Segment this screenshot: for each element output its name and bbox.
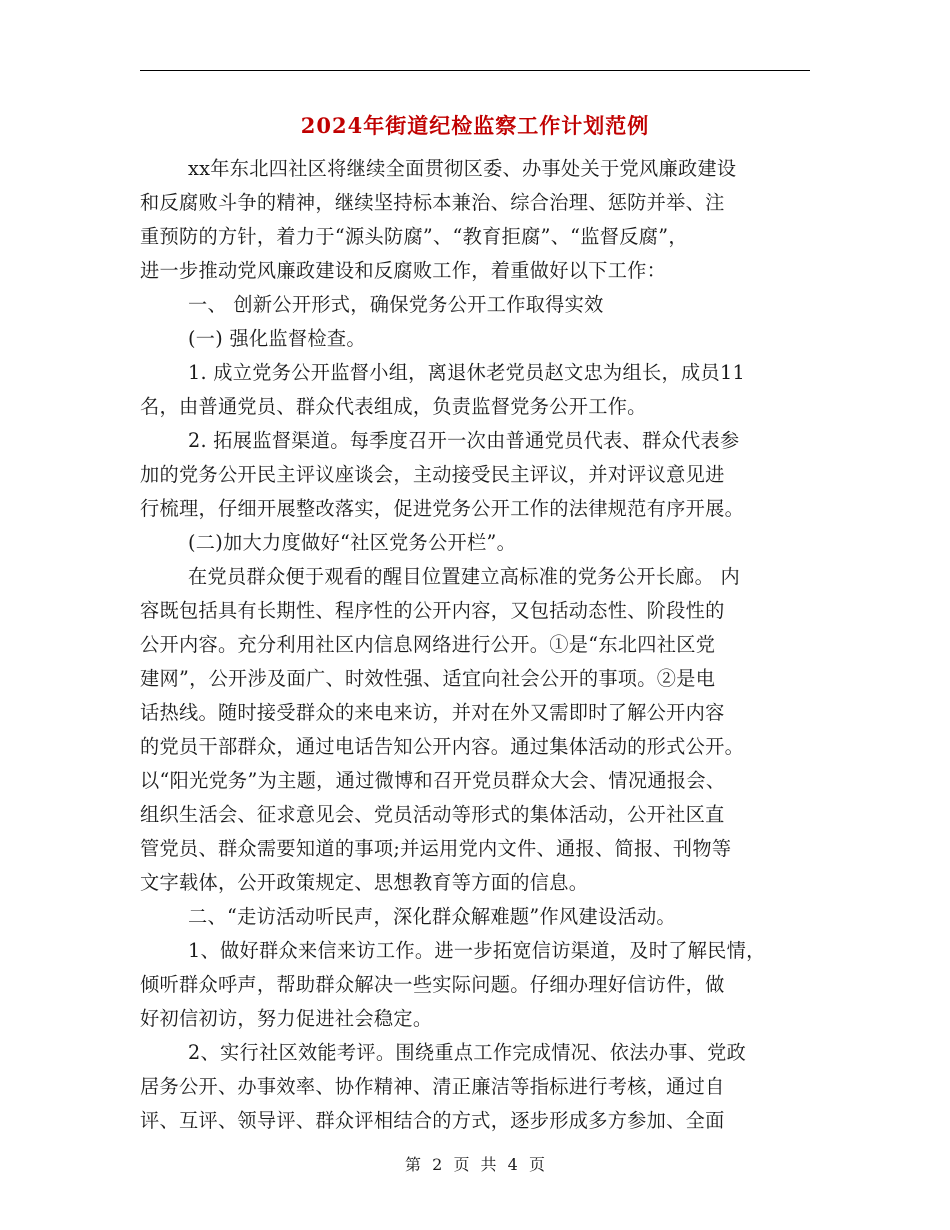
page-footer bbox=[140, 1150, 810, 1180]
subsection-heading: (二)加大力度做好“社区党务公开栏”。 bbox=[188, 531, 517, 554]
paragraph-line: 1. 成立党务公开监督小组，离退休老党员赵文忠为组长，成员11 bbox=[188, 361, 745, 384]
paragraph-line: 话热线。随时接受群众的来电来访，并对在外又需即时了解公开内容 bbox=[140, 701, 725, 724]
footer-page-total: 4 bbox=[507, 1155, 518, 1174]
paragraph-line: 2. 拓展监督渠道。每季度召开一次由普通党员代表、群众代表参 bbox=[188, 429, 740, 452]
paragraph-line: 居务公开、办事效率、协作精神、清正廉洁等指标进行考核，通过自 bbox=[140, 1075, 725, 1098]
paragraph-line: 在党员群众便于观看的醒目位置建立高标准的党务公开长廊。 内 bbox=[188, 565, 741, 588]
paragraph-line: 加的党务公开民主评议座谈会，主动接受民主评议，并对评议意见进 bbox=[140, 463, 725, 486]
header-rule bbox=[140, 70, 810, 71]
paragraph-line: 公开内容。充分利用社区内信息网络进行公开。①是“东北四社区党 bbox=[140, 633, 716, 656]
document-title: 2024年街道纪检监察工作计划范例 bbox=[300, 113, 650, 138]
paragraph-line: 以“阳光党务”为主题，通过微博和召开党员群众大会、情况通报会、 bbox=[140, 769, 726, 792]
paragraph-line: 1、做好群众来信来访工作。进一步拓宽信访渠道，及时了解民情， bbox=[188, 939, 766, 962]
paragraph-line: 行梳理，仔细开展整改落实，促进党务公开工作的法律规范有序开展。 bbox=[140, 497, 745, 520]
footer-label-ye: 页 bbox=[453, 1155, 470, 1174]
subsection-heading: (一) 强化监督检查。 bbox=[188, 327, 366, 350]
footer-label-ye2: 页 bbox=[528, 1155, 545, 1174]
paragraph-line: xx年东北四社区将继续全面贯彻区委、办事处关于党风廉政建设 bbox=[188, 157, 737, 180]
section-heading: 一、 创新公开形式，确保党务公开工作取得实效 bbox=[188, 293, 604, 316]
footer-label-di: 第 bbox=[405, 1155, 422, 1174]
paragraph-line: 组织生活会、征求意见会、党员活动等形式的集体活动，公开社区直 bbox=[140, 803, 725, 826]
paragraph-line: 进一步推动党风廉政建设和反腐败工作，着重做好以下工作： bbox=[140, 259, 667, 282]
paragraph-line: 名，由普通党员、群众代表组成，负责监督党务公开工作。 bbox=[140, 395, 647, 418]
paragraph-line: 管党员、群众需要知道的事项;并运用党内文件、通报、简报、刊物等 bbox=[140, 837, 732, 860]
paragraph-line: 文字载体，公开政策规定、思想教育等方面的信息。 bbox=[140, 871, 589, 894]
paragraph-line: 的党员干部群众，通过电话告知公开内容。通过集体活动的形式公开。 bbox=[140, 735, 745, 758]
paragraph-line: 重预防的方针，着力于“源头防腐”、“教育拒腐”、“监督反腐”， bbox=[140, 225, 688, 248]
paragraph-line: 倾听群众呼声，帮助群众解决一些实际问题。仔细办理好信访件，做 bbox=[140, 973, 725, 996]
paragraph-line: 建网”，公开涉及面广、时效性强、适宜向社会公开的事项。②是电 bbox=[140, 667, 716, 690]
footer-label-gong: 共 bbox=[480, 1155, 497, 1174]
section-heading: 二、“走访活动听民声，深化群众解难题”作风建设活动。 bbox=[188, 905, 676, 928]
paragraph-line: 和反腐败斗争的精神，继续坚持标本兼治、综合治理、惩防并举、注 bbox=[140, 191, 725, 214]
paragraph-line: 评、互评、领导评、群众评相结合的方式，逐步形成多方参加、全面 bbox=[140, 1109, 725, 1132]
footer-page-current: 2 bbox=[432, 1155, 443, 1174]
paragraph-line: 2、实行社区效能考评。围绕重点工作完成情况、依法办事、党政 bbox=[188, 1041, 747, 1064]
paragraph-line: 容既包括具有长期性、程序性的公开内容，又包括动态性、阶段性的 bbox=[140, 599, 725, 622]
paragraph-line: 好初信初访，努力促进社会稳定。 bbox=[140, 1007, 433, 1030]
